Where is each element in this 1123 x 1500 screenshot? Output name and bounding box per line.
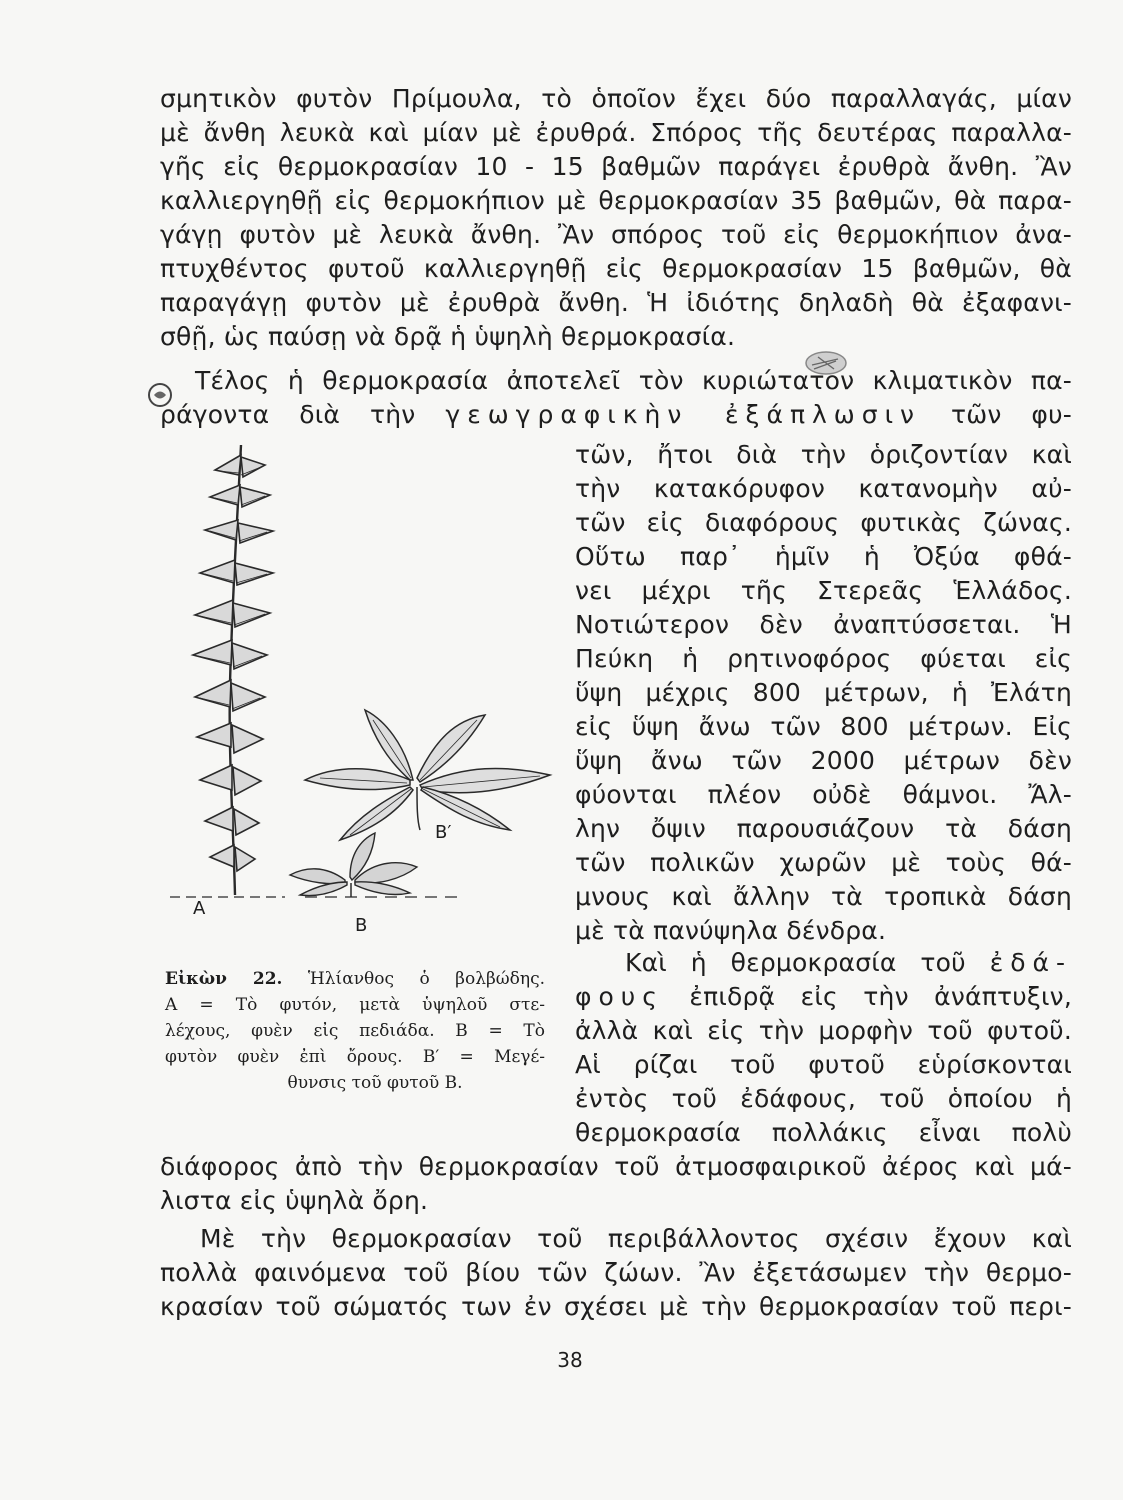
text-span: τῶν φυ- [950,400,1073,429]
text-line: πτυχθέντος φυτοῦ καλλιεργηθῇ εἰς θερμοκρασίαν 15 βαθμῶν, θὰ [160,254,1072,283]
text-line: τῶν πολικῶν χωρῶν μὲ τοὺς θά- [575,848,1072,877]
spaced-text: ἐδά- [989,948,1072,977]
figure-label-b: B [355,915,368,936]
spaced-text: γεωγραφικὴν ἐξάπλωσιν [445,400,922,429]
text-span: Καὶ ἡ θερμοκρασία τοῦ [625,948,966,977]
caption-title-line [165,966,545,992]
text-line: Πεύκη ἡ ρητινοφόρος φύεται εἰς [575,644,1072,673]
text-line: ὕψη μέχρις 800 μέτρων, ἡ Ἐλάτη [575,678,1072,707]
text-line: ὕψη ἄνω τῶν 2000 μέτρων δὲν [575,746,1072,775]
caption-title-rest: Ἡλίανθος ὁ βολβώδης. [307,969,546,989]
text-line: γάγῃ φυτὸν μὲ λευκὰ ἄνθη. Ἂν σπόρος τοῦ εἰς θερμοκήπιον ἀνα- [160,220,1072,249]
caption-line: φυτὸν φυὲν ἐπὶ ὄρους. Β′ = Μεγέ- [165,1047,545,1067]
text-line: καλλιεργηθῇ εἰς θερμοκήπιον μὲ θερμοκρασίαν 35 βαθμῶν, θὰ παρα- [160,186,1072,215]
caption-line: λέχους, φυὲν εἰς πεδιάδα. Β = Τὸ [165,1021,545,1041]
text-line: Τέλος ἡ θερμοκρασία ἀποτελεῖ τὸν κυριώτατον κλιματικὸν πα- [195,366,1072,395]
text-line: νει μέχρι τῆς Στερεᾶς Ἑλλάδος. [575,576,1072,605]
text-line: μνους καὶ ἄλλην τὰ τροπικὰ δάση [575,882,1072,911]
text-line: τῶν, ἤτοι διὰ τὴν ὁριζοντίαν καὶ [575,440,1072,469]
caption-line: θυνσις τοῦ φυτοῦ Β. [287,1073,463,1093]
text-line: γῆς εἰς θερμοκρασίαν 10 - 15 βαθμῶν παράγει ἐρυθρὰ ἄνθη. Ἂν [160,152,1072,181]
text-line-soil [625,946,1072,979]
text-line: Μὲ τὴν θερμοκρασίαν τοῦ περιβάλλοντος σχέσιν ἔχουν καὶ [200,1224,1072,1253]
text-line: μὲ τὰ πανύψηλα δένδρα. [575,916,887,945]
text-line: πολλὰ φαινόμενα τοῦ βίου τῶν ζώων. Ἂν ἐξετάσωμεν τὴν θερμο- [160,1258,1072,1287]
caption-line: Α = Τὸ φυτόν, μετὰ ὑψηλοῦ στε- [165,995,545,1015]
text-line: ἐντὸς τοῦ ἐδάφους, τοῦ ὁποίου ἡ [575,1084,1072,1113]
sunflower-plant-illustration [155,435,575,960]
spaced-text: φους [575,982,664,1011]
text-span: ράγοντα διὰ τὴν [160,400,416,429]
text-line: θερμοκρασία πολλάκις εἶναι πολὺ [575,1118,1072,1147]
text-line: Αἱ ρίζαι τοῦ φυτοῦ εὑρίσκονται [575,1050,1072,1079]
text-line: ἀλλὰ καὶ εἰς τὴν μορφὴν τοῦ φυτοῦ. [575,1016,1072,1045]
text-line: διάφορος ἀπὸ τὴν θερμοκρασίαν τοῦ ἀτμοσφαιρικοῦ ἀέρος καὶ μά- [160,1152,1072,1181]
page-number: 38 [557,1348,583,1372]
text-line: κρασίαν τοῦ σώματός των ἐν σχέσει μὲ τὴν θερμοκρασίαν τοῦ περι- [160,1292,1072,1321]
text-line: Οὕτω παρ᾽ ἡμῖν ἡ Ὀξύα φθά- [575,542,1072,571]
text-line: φύονται πλέον οὐδὲ θάμνοι. Ἄλ- [575,780,1072,809]
text-line-geography [160,398,1072,431]
figure-label-b-prime: B′ [435,822,452,843]
caption-title: Εἰκὼν 22. [165,969,283,989]
text-line: εἰς ὕψη ἄνω τῶν 800 μέτρων. Εἰς [575,712,1072,741]
text-line: μὲ ἄνθη λευκὰ καὶ μίαν μὲ ἐρυθρά. Σπόρος τῆς δευτέρας παραλλα- [160,118,1072,147]
text-line: λην ὄψιν παρουσιάζουν τὰ δάση [575,814,1072,843]
text-line-soil-2 [575,980,1072,1013]
text-line: τὴν κατακόρυφον κατανομὴν αὐ- [575,474,1072,503]
text-span: ἐπιδρᾷ εἰς τὴν ἀνάπτυξιν, [689,982,1072,1011]
text-line: παραγάγῃ φυτὸν μὲ ἐρυθρὰ ἄνθη. Ἡ ἰδιότης δηλαδὴ θὰ ἐξαφανι- [160,288,1072,317]
text-line: σθῇ, ὡς παύσῃ νὰ δρᾷ ἡ ὑψηλὴ θερμοκρασία. [160,322,736,351]
text-line: σμητικὸν φυτὸν Πρίμουλα, τὸ ὁποῖον ἔχει δύο παραλλαγάς, μίαν [160,84,1072,113]
figure-caption [165,966,545,1096]
text-line: Νοτιώτερον δὲν ἀναπτύσσεται. Ἡ [575,610,1072,639]
text-line: τῶν εἰς διαφόρους φυτικὰς ζώνας. [575,508,1072,537]
text-line: λιστα εἰς ὑψηλὰ ὄρη. [160,1186,429,1215]
figure-label-a: A [193,898,206,919]
